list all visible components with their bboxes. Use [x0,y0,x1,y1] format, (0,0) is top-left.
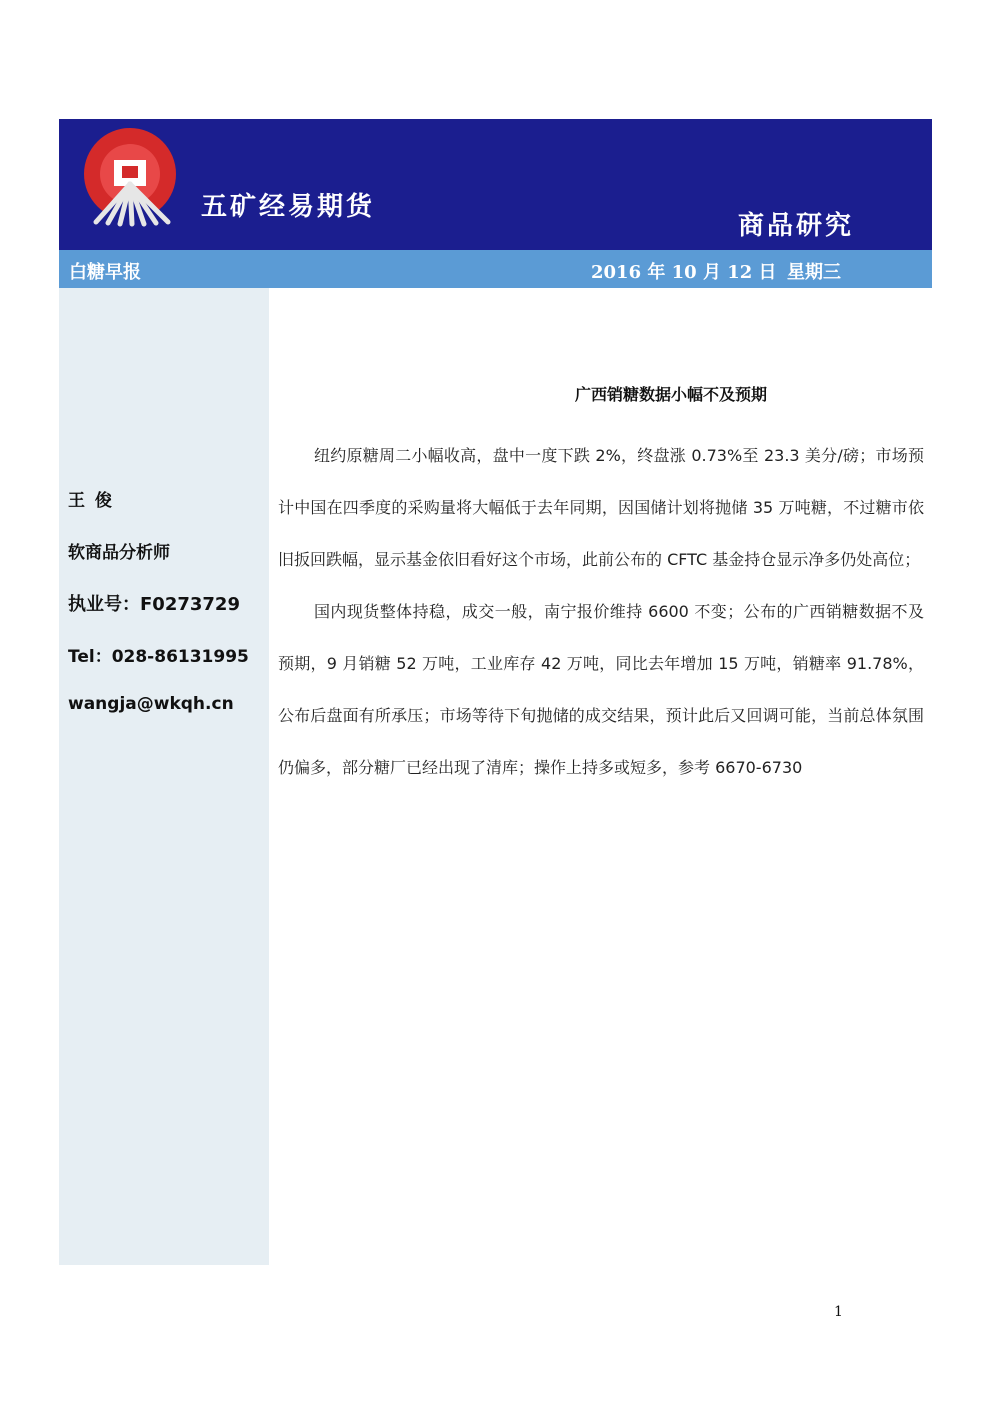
analyst-title: 软商品分析师 [68,543,170,563]
company-name: 五矿经易期货 [201,192,376,222]
article-paragraph: 纽约原糖周二小幅收高，盘中一度下跌 2%，终盘涨 0.73%至 23.3 美分/磅；市场预计中国在四季度的采购量将大幅低于去年同期，因国储计划将抛储 35 万吨糖，不过糖市依旧扳回跌幅，显示基金依旧看好这个市场，此前公布的 CFTC 基金持仓显示净多仍处高位； [278,446,924,569]
minmetals-logo-icon [78,126,188,230]
report-name: 白糖早报 [69,262,141,283]
report-weekday: 星期三 [787,262,841,283]
analyst-phone: Tel：028-86131995 [68,647,249,667]
page-number: 1 [834,1304,843,1320]
section-title: 商品研究 [738,211,855,241]
analyst-license: 执业号：F0273729 [68,594,240,615]
analyst-name: 王 俊 [68,491,114,511]
analyst-sidebar [59,288,269,1265]
article-paragraph: 国内现货整体持稳，成交一般，南宁报价维持 6600 不变；公布的广西销糖数据不及预期，9 月销糖 52 万吨，工业库存 42 万吨，同比去年增加 15 万吨，销糖率 91.78%，公布后盘面有所承压；市场等待下旬抛储的成交结果，预计此后又回调可能，当前总体氛围仍偏多，部分糖厂已经出现了清库；操作上持多或短多，参考 6670-6730 [278,602,924,777]
analyst-email[interactable]: wangja@wkqh.cn [68,694,234,714]
article-body [278,430,924,794]
report-date: 2016 年 10 月 12 日 [591,262,777,283]
article-title: 广西销糖数据小幅不及预期 [575,385,768,404]
